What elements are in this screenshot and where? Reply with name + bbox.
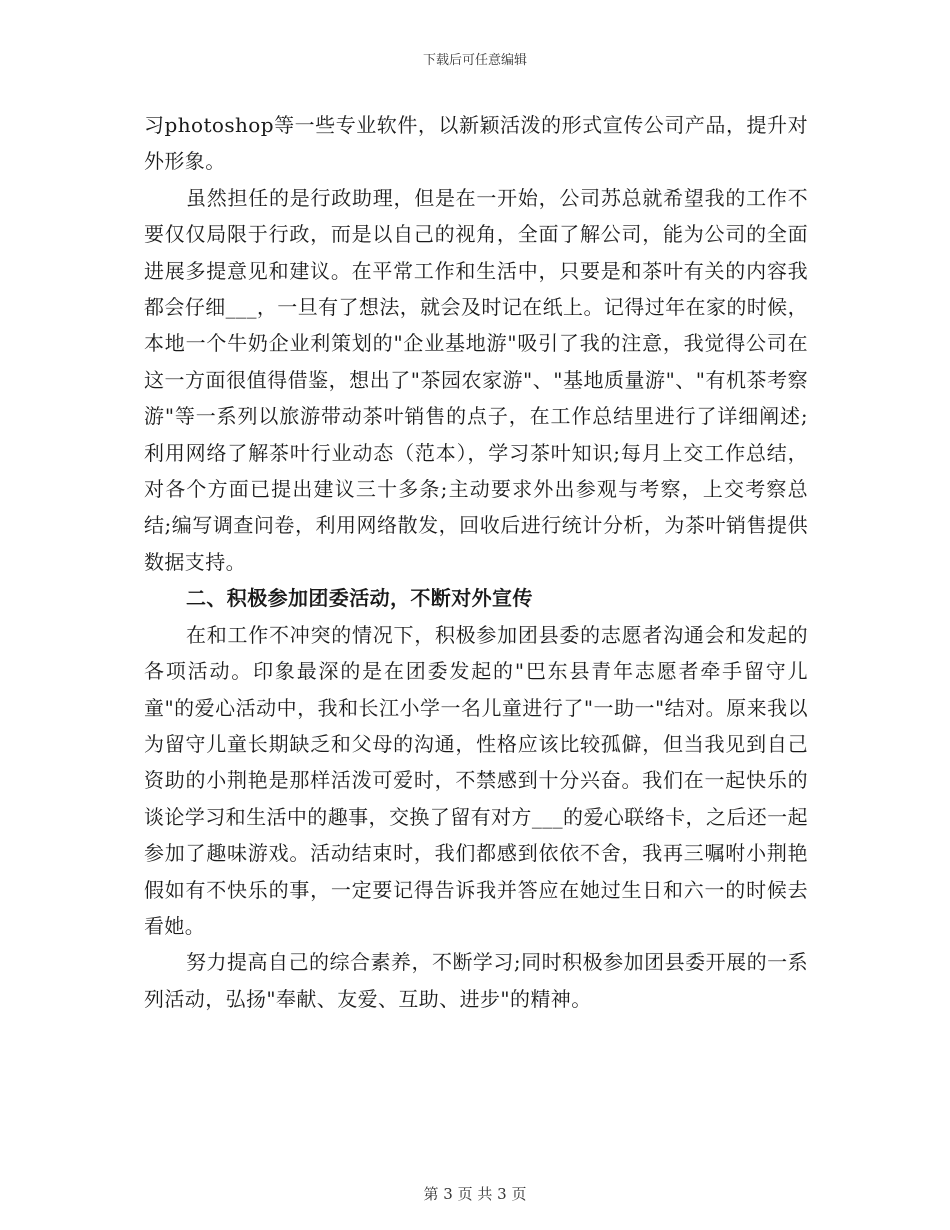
paragraph-4: 努力提高自己的综合素养，不断学习;同时积极参加团县委开展的一系列活动，弘扬"奉献、友爱、互助、进步"的精神。 [144, 950, 808, 1011]
section-heading: 二、积极参加团委活动，不断对外宣传 [186, 586, 533, 611]
document-body [144, 107, 808, 1017]
paragraph-1: 习photoshop等一些专业软件，以新颖活泼的形式宣传公司产品，提升对外形象。 [144, 113, 808, 174]
page-footer: 第 3 页 共 3 页 [423, 1185, 527, 1203]
paragraph-3: 在和工作不冲突的情况下，积极参加团县委的志愿者沟通会和发起的各项活动。印象最深的是在团委发起的"巴东县青年志愿者牵手留守儿童"的爱心活动中，我和长江小学一名儿童进行了"一助一"结对。原来我以为留守儿童长期缺乏和父母的沟通，性格应该比较孤僻，但当我见到自己资助的小荆艳是那样活泼可爱时，不禁感到十分兴奋。我们在一起快乐的谈论学习和生活中的趣事，交换了留有对方___的爱心联络卡，之后还一起参加了趣味游戏。活动结束时，我们都感到依依不舍，我再三嘱咐小荆艳假如有不快乐的事，一定要记得告诉我并答应在她过生日和六一的时候去看她。 [144, 622, 808, 938]
paragraph-2: 虽然担任的是行政助理，但是在一开始，公司苏总就希望我的工作不要仅仅局限于行政，而是以自己的视角，全面了解公司，能为公司的全面进展多提意见和建议。在平常工作和生活中，只要是和茶叶有关的内容我都会仔细___，一旦有了想法，就会及时记在纸上。记得过年在家的时候，本地一个牛奶企业利策划的"企业基地游"吸引了我的注意，我觉得公司在这一方面很值得借鉴，想出了"茶园农家游"、"基地质量游"、"有机茶考察游"等一系列以旅游带动茶叶销售的点子，在工作总结里进行了详细阐述;利用网络了解茶叶行业动态（范本），学习茶叶知识;每月上交工作总结，对各个方面已提出建议三十多条;主动要求外出参观与考察，上交考察总结;编写调查问卷，利用网络散发，回收后进行统计分析，为茶叶销售提供数据支持。 [144, 185, 808, 574]
page-header: 下载后可任意编辑 [422, 53, 527, 68]
